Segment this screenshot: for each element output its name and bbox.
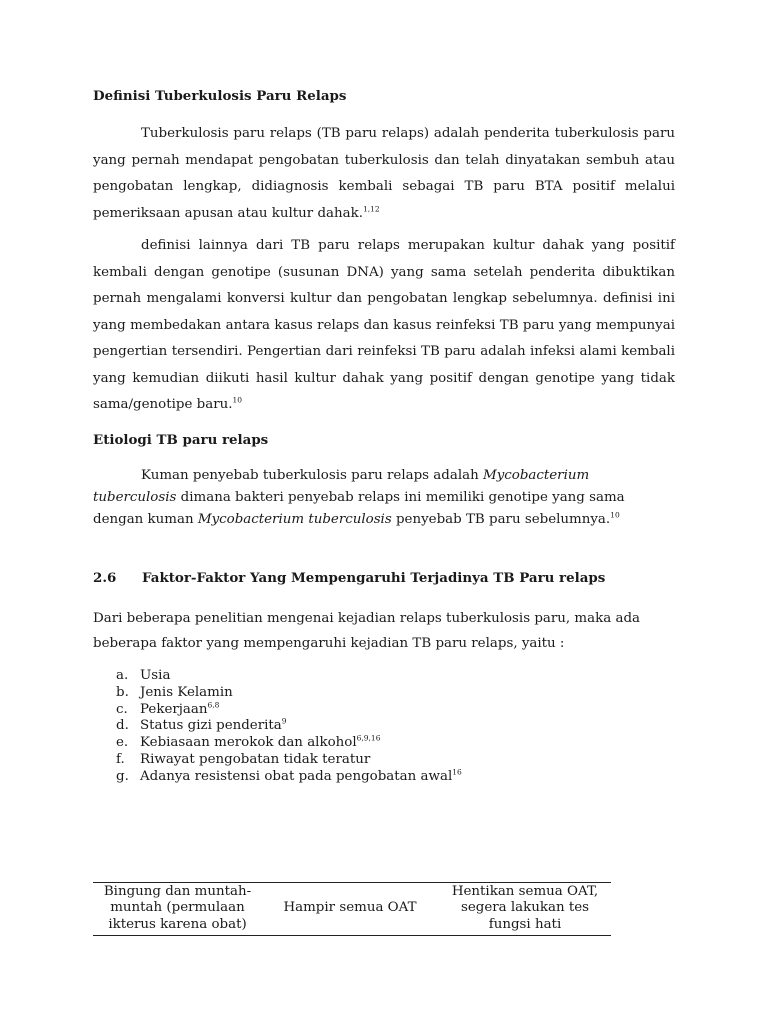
paragraph-faktor-intro: Dari beberapa penelitian mengenai kejadian relaps tuberkulosis paru, maka ada beberapa faktor yang mempengaruhi kejadian TB paru relaps, yaitu :	[93, 611, 640, 651]
citation-ref: 10	[610, 510, 620, 520]
text-run: Kuman penyebab tuberkulosis paru relaps adalah	[141, 468, 483, 483]
citation-ref: 6,8	[207, 700, 220, 710]
species-name: Mycobacterium tuberculosis	[93, 468, 590, 505]
paragraph-definisi-2	[93, 233, 675, 419]
citation-ref: 10	[232, 395, 243, 405]
table-bottom-rule	[93, 935, 611, 936]
paragraph-definisi-1	[93, 121, 675, 227]
list-item-text: Pekerjaan	[140, 701, 208, 717]
citation-ref: 16	[452, 767, 462, 777]
list-item-text: Kebiasaan merokok dan alkohol	[140, 735, 357, 751]
list-marker: b.	[116, 684, 129, 700]
list-item	[116, 668, 462, 685]
table-cell-symptom: Bingung dan muntah-muntah (permulaan ikterus karena obat)	[103, 884, 252, 932]
citation-ref: 6,9,16	[356, 733, 381, 743]
citation-ref: 9	[281, 716, 287, 726]
list-item	[116, 685, 462, 702]
section-heading-definisi: Definisi Tuberkulosis Paru Relaps	[93, 88, 347, 104]
section-number: 2.6	[93, 570, 117, 586]
list-item-text: Usia	[140, 668, 171, 683]
list-item-text: Status gizi penderita	[140, 718, 282, 734]
section-heading-etiologi: Etiologi TB paru relaps	[93, 432, 269, 448]
list-marker: c.	[116, 701, 128, 717]
list-item-text: Jenis Kelamin	[140, 684, 233, 700]
paragraph-text: Tuberkulosis paru relaps (TB paru relaps) adalah penderita tuberkulosis paru yang pernah mendapat pengobatan tuberkulosis dan telah dinyatakan sembuh atau pengobatan lengkap, didiagnosis kembali sebagai TB paru BTA positif melalui pemeriksaan apusan atau kultur dahak.	[93, 126, 675, 221]
list-item	[116, 718, 462, 735]
table-cell-action: Hentikan semua OAT, segera lakukan tes fungsi hati	[451, 884, 599, 932]
text-run: dimana bakteri penyebab relaps ini memiliki genotipe yang sama dengan kuman	[93, 490, 625, 527]
list-marker: e.	[116, 735, 129, 751]
list-marker: d.	[116, 718, 129, 734]
list-item	[116, 702, 462, 719]
table-cell-drug: Hampir semua OAT	[283, 900, 417, 915]
citation-ref: 1,12	[363, 204, 380, 214]
paragraph-etiologi	[93, 465, 675, 531]
list-item	[116, 769, 462, 786]
list-item	[116, 752, 462, 769]
text-run: penyebab TB paru sebelumnya.	[391, 512, 611, 527]
factor-list	[116, 668, 462, 786]
list-marker: f.	[116, 751, 125, 767]
list-marker: a.	[116, 668, 129, 683]
table-top-rule	[93, 882, 611, 883]
section-heading-faktor: Faktor-Faktor Yang Mempengaruhi Terjadinya TB Paru relaps	[142, 570, 606, 586]
species-name: Mycobacterium tuberculosis	[197, 512, 392, 527]
list-marker: g.	[116, 768, 129, 784]
paragraph-text: definisi lainnya dari TB paru relaps merupakan kultur dahak yang positif kembali dengan genotipe (susunan DNA) yang sama setelah penderita dibuktikan pernah mengalami konversi kultur dan pengobatan lengkap sebelumnya. definisi ini yang membedakan antara kasus relaps dan kasus reinfeksi TB paru yang mempunyai pengertian tersendiri. Pengertian dari reinfeksi TB paru adalah infeksi alami kembali yang kemudian diikuti hasil kultur dahak yang positif dengan genotipe yang tidak sama/genotipe baru.	[93, 238, 675, 412]
list-item	[116, 735, 462, 752]
list-item-text: Riwayat pengobatan tidak teratur	[140, 751, 371, 767]
list-item-text: Adanya resistensi obat pada pengobatan awal	[140, 768, 453, 784]
